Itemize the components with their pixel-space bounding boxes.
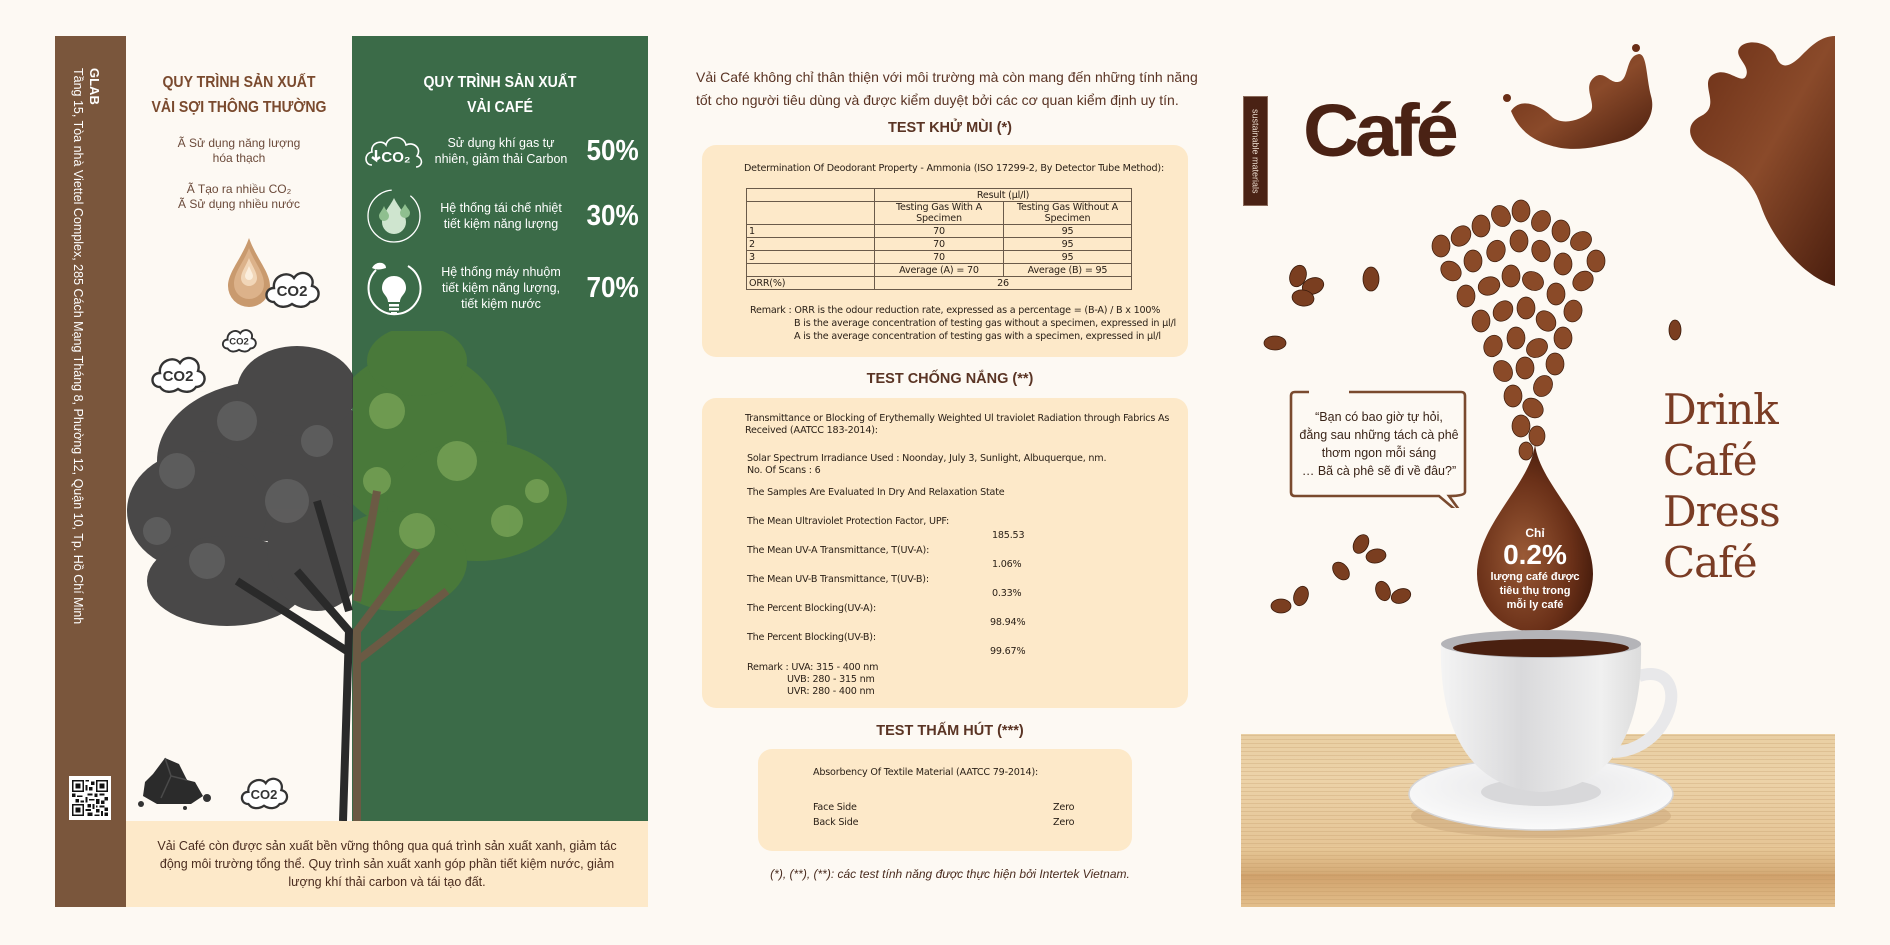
co2-cloud-icon [220,323,258,355]
uv-heading: Received (AATCC 183-2014): [745,425,878,436]
test-results-panel [690,36,1210,907]
intro-text: Vải Café không chỉ thân thiện với môi trường mà còn mang đến những tính năng tốt cho người tiêu dùng và được kiểm duyệt bởi các cơ quan kiểm định uy tín. [696,69,1198,108]
feature-heat-recycle [362,184,642,248]
table-row [747,264,1132,277]
table-cell: 95 [1004,225,1132,238]
co2-cloud-icon [148,347,208,397]
coal-icon [135,746,217,810]
uv-test-card [702,398,1188,708]
deodorant-test-title: TEST KHỬ MÙI (*) [888,120,1012,136]
feature-percent: 30% [586,199,639,232]
feature-percent: 70% [586,271,639,304]
title-line: VẢI SỢI THÔNG THƯỜNG [151,99,327,116]
table-cell [747,264,875,277]
svg-text:CO2: CO2 [229,336,249,348]
absorbency-label: Face Side [813,802,857,813]
cover-panel [1241,36,1835,907]
feature-line: Hệ thống tái chế nhiệt [440,201,562,215]
uv-metric-value: 1.06% [992,559,1022,570]
co2-cloud-icon [362,119,426,183]
table-cell: Average (B) = 95 [1004,264,1132,277]
table-cell: ORR(%) [747,277,875,290]
uv-test-title: TEST CHỐNG NẮNG (**) [866,371,1034,387]
tagline-line: Dress [1663,487,1780,536]
uv-metric-value: 99.67% [990,646,1026,657]
company-address: Tầng 15, Tòa nhà Viettel Complex, 285 Cách Mạng Tháng 8, Phường 12, Quận 10, Tp. Hồ Chí Minh [71,68,85,625]
svg-text:CO2: CO2 [250,786,278,802]
uv-remark: Remark : UVA: 315 - 400 nm [747,662,879,673]
svg-text:CO2: CO2 [162,368,194,385]
table-header: Result (μl/l) [875,189,1132,202]
table-header: Testing Gas Without A Specimen [1004,202,1132,225]
feature-line: tiết kiệm năng lượng, [441,281,560,295]
table-row [747,251,1132,264]
sustainability-note [126,821,648,907]
table-header: Testing Gas With A Specimen [875,202,1004,225]
sustainability-text: Vải Café còn được sản xuất bền vững thông qua quá trình sản xuất xanh, giảm tác động môi trường tổng thể. Quy trình sản xuất xanh góp phần tiết kiệm nước, giảm lượng khí thải carbon và tái tạo đất. [157,839,617,889]
uv-metric-value: 98.94% [990,617,1026,628]
svg-text:CO2: CO2 [276,283,308,300]
table-cell: 70 [875,225,1004,238]
uv-metric-label: The Percent Blocking(UV-A): [747,603,876,614]
co2-cloud-icon [238,769,290,813]
feature-dye-machine [362,256,642,320]
table-row [747,225,1132,238]
brand-name: GLAB [87,68,102,105]
uv-metric-label: The Percent Blocking(UV-B): [747,632,876,643]
feature-text [426,200,576,232]
table-cell: 95 [1004,251,1132,264]
stat-desc: tiêu thụ trong [1499,585,1571,597]
bubble-line: đằng sau những tách cà phê [1299,428,1459,442]
conventional-title [140,70,339,120]
table-cell [747,189,875,202]
production-panel [55,36,648,907]
tagline-line: Drink [1663,385,1778,434]
water-recycle-icon [362,184,426,248]
table-cell [747,202,875,225]
uv-irradiance: Solar Spectrum Irradiance Used : Noonday, July 3, Sunlight, Albuquerque, nm. [747,453,1107,464]
table-row [747,202,1132,225]
table-cell: 70 [875,251,1004,264]
title-line: QUY TRÌNH SẢN XUẤT [162,74,316,91]
absorbency-test-card [758,749,1132,851]
test-footnote: (*), (**), (**): các test tính năng được thực hiện bởi Intertek Vietnam. [770,867,1130,881]
deodorant-remark: A is the average concentration of testing gas with a specimen, expressed in μl/l [794,331,1161,342]
absorbency-value: Zero [1053,817,1075,828]
deodorant-table [746,188,1132,290]
table-row [747,189,1132,202]
cafe-process-title [370,70,630,120]
uv-metric-label: The Mean UV-B Transmittance, T(UV-B): [747,574,929,585]
company-info [69,68,103,624]
tagline [1663,384,1780,588]
bullet-text: Ã Sử dụng năng lượng [177,136,301,150]
absorbency-test-title: TEST THẤM HÚT (***) [876,723,1024,739]
bubble-line: “Bạn có bao giờ tự hỏi, [1315,410,1443,424]
title-line: VẢI CAFÉ [467,99,533,116]
stat-prefix: Chỉ [1525,526,1545,540]
feature-line: Hệ thống máy nhuộm [441,265,561,279]
feature-text [426,135,576,167]
stat-desc: mỗi ly café [1506,599,1564,611]
table-row [747,277,1132,290]
table-cell: 70 [875,238,1004,251]
uv-metric-value: 185.53 [992,530,1025,541]
table-cell: 2 [747,238,875,251]
table-cell: 26 [875,277,1132,290]
feature-line: tiết kiệm năng lượng [443,217,559,231]
table-cell: Average (A) = 70 [875,264,1004,277]
uv-metric-value: 0.33% [992,588,1022,599]
conventional-bullets [126,136,352,228]
feature-percent: 50% [586,134,639,167]
absorbency-label: Back Side [813,817,859,828]
feature-natural-gas [362,119,642,183]
uv-metric-label: The Mean Ultraviolet Protection Factor, UPF: [747,516,950,527]
co2-cloud-icon [262,262,322,312]
bullet-text: hóa thạch [212,151,266,165]
coffee-cup-icon [1381,616,1701,846]
brand-sidebar [55,36,126,907]
bullet-fossil [126,136,352,166]
bullet-co2: Ã Tạo ra nhiều CO₂ [186,182,292,196]
uv-scans: No. Of Scans : 6 [747,465,821,476]
svg-text:CO₂: CO₂ [381,149,411,166]
uv-heading: Transmittance or Blocking of Erythemally Weighted Ul traviolet Radiation through Fabrics As [745,413,1170,424]
table-row [747,238,1132,251]
stat-value: 0.2% [1503,539,1567,570]
bullet-water: Ã Sử dụng nhiều nước [177,197,300,211]
table-cell: 3 [747,251,875,264]
deodorant-heading: Determination Of Deodorant Property - Ammonia (ISO 17299-2, By Detector Tube Method): [744,163,1164,174]
deodorant-test-card [702,145,1188,357]
feature-text [426,264,576,312]
feature-line: tiết kiệm nước [461,297,541,311]
tagline-line: Café [1663,436,1757,485]
table-cell: 1 [747,225,875,238]
speech-bubble-text [1299,408,1459,480]
bubble-line: thơm ngon mỗi sáng [1321,446,1437,460]
cafe-logo: Café [1303,89,1455,172]
table-cell: 95 [1004,238,1132,251]
deodorant-remark: Remark : ORR is the odour reduction rate, expressed as a percentage = (B-A) / B x 100% [750,305,1161,316]
feature-line: nhiên, giảm thải Carbon [434,152,568,166]
uv-metric-label: The Mean UV-A Transmittance, T(UV-A): [747,545,930,556]
uv-remark: UVB: 280 - 315 nm [787,674,875,685]
bubble-line: … Bã cà phê sẽ đi về đâu?” [1301,464,1457,478]
title-line: QUY TRÌNH SẢN XUẤT [423,74,577,91]
eco-bulb-icon [362,256,426,320]
deodorant-remark: B is the average concentration of testing gas without a specimen, expressed in μl/l [794,318,1177,329]
uv-remark: UVR: 280 - 400 nm [787,686,875,697]
uv-state: The Samples Are Evaluated In Dry And Relaxation State [747,487,1005,498]
tagline-line: Café [1663,538,1757,587]
sustainable-tag: sustainable materials [1243,96,1268,206]
drop-stat [1477,526,1593,612]
absorbency-value: Zero [1053,802,1075,813]
qr-code-icon[interactable] [69,776,111,820]
stat-desc: lượng café được [1490,571,1580,583]
feature-line: Sử dụng khí gas tự [447,136,555,150]
absorbency-heading: Absorbency Of Textile Material (AATCC 79-2014): [813,767,1039,778]
